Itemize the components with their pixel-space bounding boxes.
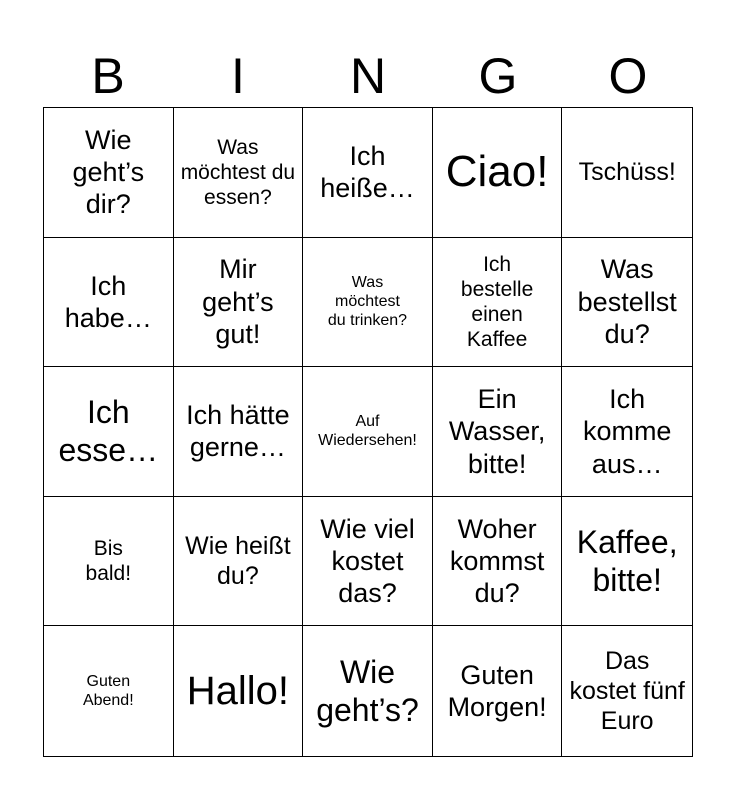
cell-text: Was möchtest du essen? — [180, 135, 296, 209]
cell-text: Ich habe… — [64, 270, 152, 333]
cell-text: Guten Abend! — [82, 673, 134, 710]
cell-text: Ich bestelle einen Kaffee — [460, 252, 534, 352]
cell-text: Kaffee, bitte! — [576, 523, 678, 599]
cell-text: Ich hätte gerne… — [186, 400, 290, 463]
bingo-cell[interactable] — [174, 626, 304, 756]
bingo-cell[interactable] — [433, 626, 563, 756]
bingo-cell[interactable] — [433, 108, 563, 238]
cell-text: Ich komme aus… — [582, 383, 672, 479]
cell-text: Wie viel kostet das? — [320, 513, 415, 609]
cell-text: Auf Wiedersehen! — [318, 413, 417, 450]
bingo-cell[interactable] — [562, 238, 692, 368]
bingo-cell[interactable] — [174, 108, 304, 238]
cell-text: Was möchtest du trinken? — [327, 274, 408, 330]
header-letter-n: N — [349, 48, 387, 104]
bingo-cell[interactable] — [44, 367, 174, 497]
cell-text: Tschüss! — [578, 158, 676, 187]
bingo-cell[interactable] — [44, 626, 174, 756]
bingo-cell[interactable] — [44, 497, 174, 627]
cell-text: Mir geht’s gut! — [202, 254, 274, 350]
bingo-cell[interactable] — [44, 238, 174, 368]
bingo-cell[interactable] — [303, 108, 433, 238]
bingo-cell[interactable] — [562, 108, 692, 238]
cell-text: Hallo! — [186, 669, 290, 714]
cell-text: Ich esse… — [58, 394, 159, 469]
bingo-cell[interactable] — [562, 626, 692, 756]
bingo-cell[interactable] — [174, 367, 304, 497]
bingo-cell[interactable] — [44, 108, 174, 238]
bingo-cell[interactable] — [303, 497, 433, 627]
cell-text: Wie geht’s dir? — [72, 124, 145, 220]
cell-text: Bis bald! — [85, 536, 132, 586]
cell-text: Ich heiße… — [320, 140, 415, 204]
cell-text: Das kostet fünf Euro — [569, 647, 685, 736]
cell-text: Guten Morgen! — [447, 659, 547, 723]
cell-text: Was bestellst du? — [577, 254, 677, 350]
bingo-cell[interactable] — [433, 367, 563, 497]
cell-text: Woher kommst du? — [449, 513, 545, 609]
bingo-cell[interactable] — [303, 626, 433, 756]
bingo-cell[interactable] — [303, 238, 433, 368]
bingo-cell[interactable] — [433, 238, 563, 368]
bingo-header — [43, 45, 693, 107]
header-letter-o: O — [608, 48, 648, 104]
bingo-grid — [43, 107, 693, 757]
header-letter-i: I — [231, 48, 245, 104]
bingo-cell[interactable] — [433, 497, 563, 627]
cell-text: Wie heißt du? — [185, 532, 291, 591]
header-letter-b: B — [91, 48, 125, 104]
bingo-cell[interactable] — [174, 497, 304, 627]
cell-text: Ein Wasser, bitte! — [448, 383, 546, 479]
bingo-cell[interactable] — [562, 497, 692, 627]
bingo-cell[interactable] — [562, 367, 692, 497]
cell-text: Wie geht’s? — [316, 653, 419, 729]
header-letter-g: G — [478, 48, 518, 104]
bingo-cell[interactable] — [174, 238, 304, 368]
bingo-cell[interactable] — [303, 367, 433, 497]
cell-text: Ciao! — [445, 146, 549, 196]
